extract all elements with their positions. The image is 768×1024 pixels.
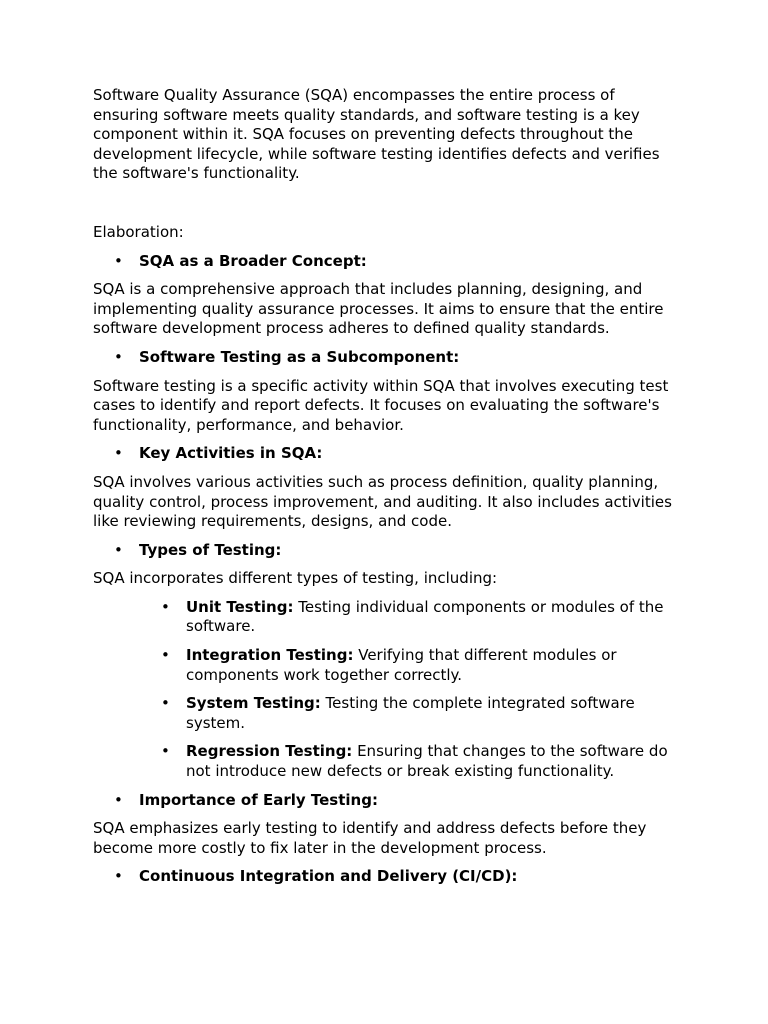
section-heading-text: Types of Testing: xyxy=(139,540,282,559)
section-heading-early-testing xyxy=(93,791,673,811)
testing-type-description: Testing individual components or modules of the software. xyxy=(186,597,664,636)
section-heading-key-activities xyxy=(93,444,673,464)
section-paragraph: SQA emphasizes early testing to identify and address defects before they become more costly to fix later in the development process. xyxy=(93,819,647,857)
section-heading-software-testing-subcomponent xyxy=(93,348,673,368)
bullet-marker: • xyxy=(114,251,123,270)
bullet-marker: • xyxy=(114,790,123,809)
testing-type-term: Unit Testing: xyxy=(186,597,294,616)
section-paragraph: SQA involves various activities such as process definition, quality planning, quality control, process improvement, and auditing. It also includes activities like reviewing requirements, designs, and code. xyxy=(93,472,672,531)
section-paragraph: SQA incorporates different types of testing, including: xyxy=(93,569,498,588)
testing-type-term: Regression Testing: xyxy=(186,742,353,761)
testing-type-item xyxy=(93,742,673,781)
bullet-marker: • xyxy=(114,347,123,366)
bullet-marker: • xyxy=(161,742,170,761)
testing-type-description: Verifying that different modules or components work together correctly. xyxy=(186,646,617,684)
section-heading-types-of-testing xyxy=(93,541,673,561)
bullet-marker: • xyxy=(114,540,123,559)
testing-type-description: Testing the complete integrated software system. xyxy=(186,694,635,732)
testing-type-term: Integration Testing: xyxy=(186,646,354,665)
testing-type-item xyxy=(93,694,673,733)
bullet-marker: • xyxy=(161,646,170,665)
testing-type-item xyxy=(93,646,673,685)
section-heading-ci-cd xyxy=(93,867,673,887)
testing-type-item xyxy=(93,598,673,637)
bullet-marker: • xyxy=(161,694,170,713)
section-paragraph: Software testing is a specific activity within SQA that involves executing test cases to identify and report defects. It focuses on evaluating the software's functionality, performance, and behavior. xyxy=(93,376,669,434)
section-heading-text: Continuous Integration and Delivery (CI/CD): xyxy=(139,867,518,886)
bullet-marker: • xyxy=(114,867,123,886)
bullet-marker: • xyxy=(114,444,123,463)
bullet-marker: • xyxy=(161,597,170,616)
section-paragraph: SQA is a comprehensive approach that includes planning, designing, and implementing quality assurance processes. It aims to ensure that the entire software development process adheres to defined quality standards. xyxy=(93,280,664,338)
elaboration-label: Elaboration: xyxy=(93,222,184,241)
section-heading-text: SQA as a Broader Concept: xyxy=(139,251,367,270)
testing-type-description: Ensuring that changes to the software do not introduce new defects or break existing functionality. xyxy=(186,742,668,781)
document-body xyxy=(93,86,673,896)
intro-paragraph: Software Quality Assurance (SQA) encompasses the entire process of ensuring software meets quality standards, and software testing is a key component within it. SQA focuses on preventing defects throughout the development lifecycle, while software testing identifies defects and verifies the software's functionality. xyxy=(93,86,660,183)
section-heading-text: Software Testing as a Subcomponent: xyxy=(139,347,460,366)
testing-type-term: System Testing: xyxy=(186,694,321,713)
section-heading-text: Importance of Early Testing: xyxy=(139,790,378,809)
section-heading-sqa-broader-concept xyxy=(93,252,673,272)
section-heading-text: Key Activities in SQA: xyxy=(139,444,323,463)
